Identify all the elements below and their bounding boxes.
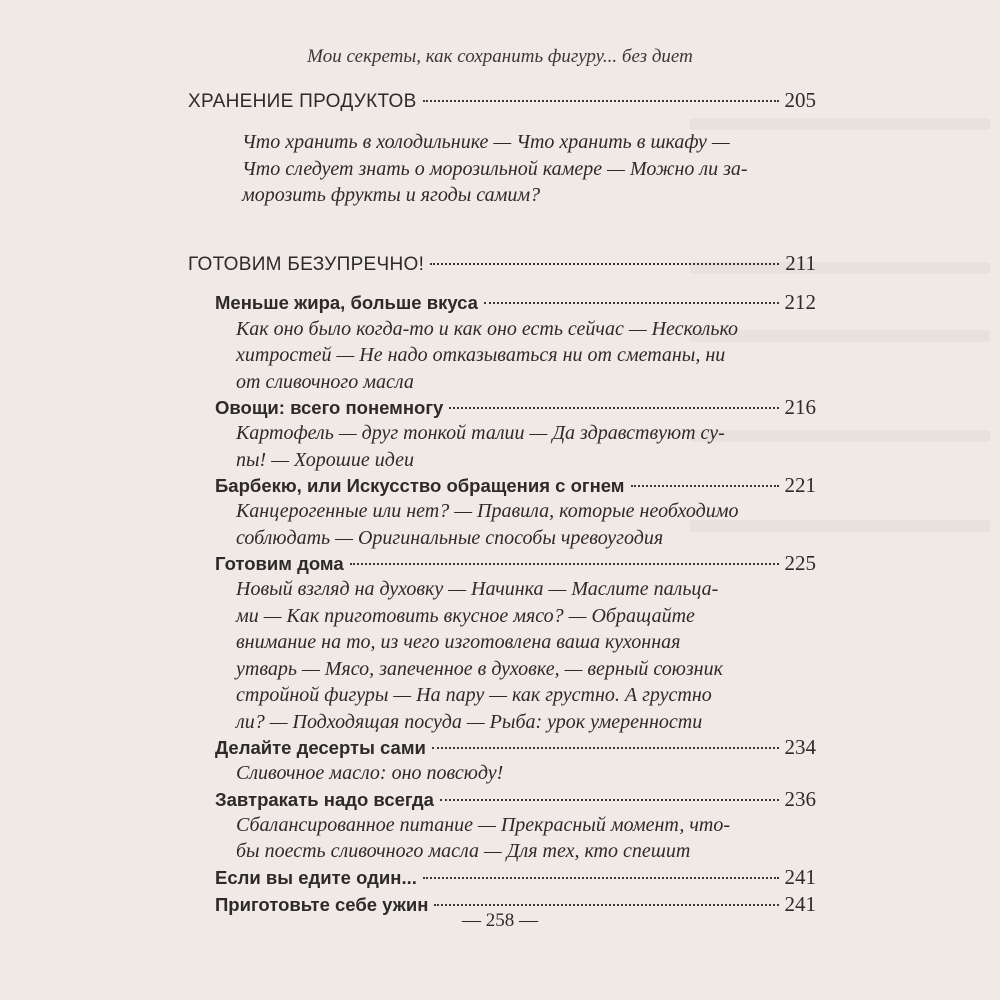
- entry-title: Овощи: всего понемногу: [215, 397, 444, 418]
- desc-line: от сливочного масла: [236, 370, 414, 393]
- desc-line: Канцерогенные или нет? — Правила, которые необходимо: [236, 500, 739, 522]
- entry-description: [188, 498, 816, 551]
- running-head: Мои секреты, как сохранить фигуру... без диет: [307, 46, 693, 67]
- desc-line: соблюдать — Оригинальные способы чревоугодия: [236, 526, 664, 549]
- page-number: 241: [784, 891, 816, 916]
- section-title: ГОТОВИМ БЕЗУПРЕЧНО!: [188, 253, 425, 275]
- entry-description: [188, 760, 816, 787]
- leader-dots: [631, 485, 779, 487]
- desc-line: пы! — Хорошие идеи: [236, 448, 415, 471]
- page-number: 211: [785, 250, 816, 275]
- page-folio: — 258 —: [462, 910, 538, 931]
- toc-entry[interactable]: [188, 865, 816, 890]
- desc-line: внимание на то, из чего изготовлена ваша кухонная: [236, 631, 681, 653]
- toc-section-cooking[interactable]: [188, 251, 816, 276]
- entry-title: Приготовьте себе ужин: [215, 893, 429, 915]
- entry-description: [188, 812, 816, 865]
- desc-line: хитростей — Не надо отказываться ни от сметаны, ни: [236, 344, 726, 366]
- desc-line: Картофель — друг тонкой талии — Да здравствуют су-: [236, 422, 725, 444]
- toc-entry[interactable]: [188, 735, 816, 760]
- leader-dots: [423, 100, 779, 102]
- page-number: 212: [784, 289, 816, 314]
- entry-title: Делайте десерты сами: [215, 737, 426, 758]
- section-title: ХРАНЕНИЕ ПРОДУКТОВ: [188, 91, 417, 112]
- leader-dots: [449, 407, 778, 409]
- page-number: 225: [784, 551, 816, 575]
- leader-dots: [484, 302, 779, 304]
- entry-title: Если вы едите один...: [215, 866, 417, 888]
- toc-entry[interactable]: [188, 787, 816, 812]
- desc-line: бы поесть сливочного масла — Для тех, кто спешит: [236, 840, 691, 862]
- desc-line: морозить фрукты и ягоды самим?: [242, 184, 541, 206]
- desc-line: Что следует знать о морозильной камере — Можно ли за-: [242, 157, 748, 180]
- leader-dots: [434, 904, 778, 906]
- desc-line: Новый взгляд на духовку — Начинка — Маслите пальца-: [236, 578, 719, 600]
- leader-dots: [423, 877, 779, 879]
- leader-dots: [440, 799, 779, 801]
- entry-description: [188, 316, 816, 396]
- desc-line: ли? — Подходящая посуда — Рыба: урок умеренности: [236, 710, 703, 733]
- desc-line: ми — Как приготовить вкусное мясо? — Обращайте: [236, 604, 695, 627]
- section-description: [188, 129, 816, 209]
- page-number: 234: [784, 735, 816, 759]
- toc-section-storage[interactable]: [188, 88, 816, 113]
- leader-dots: [430, 263, 779, 265]
- page-number: 205: [784, 88, 816, 112]
- desc-line: утварь — Мясо, запеченное в духовке, — верный союзник: [236, 657, 723, 680]
- page-number: 236: [784, 786, 816, 811]
- toc-entry[interactable]: [188, 551, 816, 576]
- desc-line: Что хранить в холодильнике — Что хранить в шкафу —: [242, 131, 730, 153]
- entry-title: Готовим дома: [215, 553, 344, 574]
- page-number: 221: [784, 473, 816, 497]
- toc-entry[interactable]: [188, 473, 816, 498]
- desc-line: Сливочное масло: оно повсюду!: [236, 762, 504, 784]
- entry-description: [188, 576, 816, 735]
- entry-description: [188, 420, 816, 473]
- entry-title: Меньше жира, больше вкуса: [215, 291, 478, 313]
- desc-line: Как оно было когда-то и как оно есть сейчас — Несколько: [236, 317, 739, 340]
- desc-line: стройной фигуры — На пару — как грустно. А грустно: [236, 684, 712, 706]
- page-number: 241: [784, 864, 816, 889]
- entry-title: Завтракать надо всегда: [215, 788, 434, 810]
- table-of-contents: [188, 88, 816, 917]
- toc-entry[interactable]: [188, 290, 816, 315]
- toc-entry[interactable]: [188, 395, 816, 420]
- entry-title: Барбекю, или Искусство обращения с огнем: [215, 475, 625, 496]
- desc-line: Сбалансированное питание — Прекрасный момент, что-: [236, 813, 731, 836]
- leader-dots: [432, 747, 779, 749]
- page-number: 216: [784, 395, 816, 419]
- leader-dots: [350, 563, 779, 565]
